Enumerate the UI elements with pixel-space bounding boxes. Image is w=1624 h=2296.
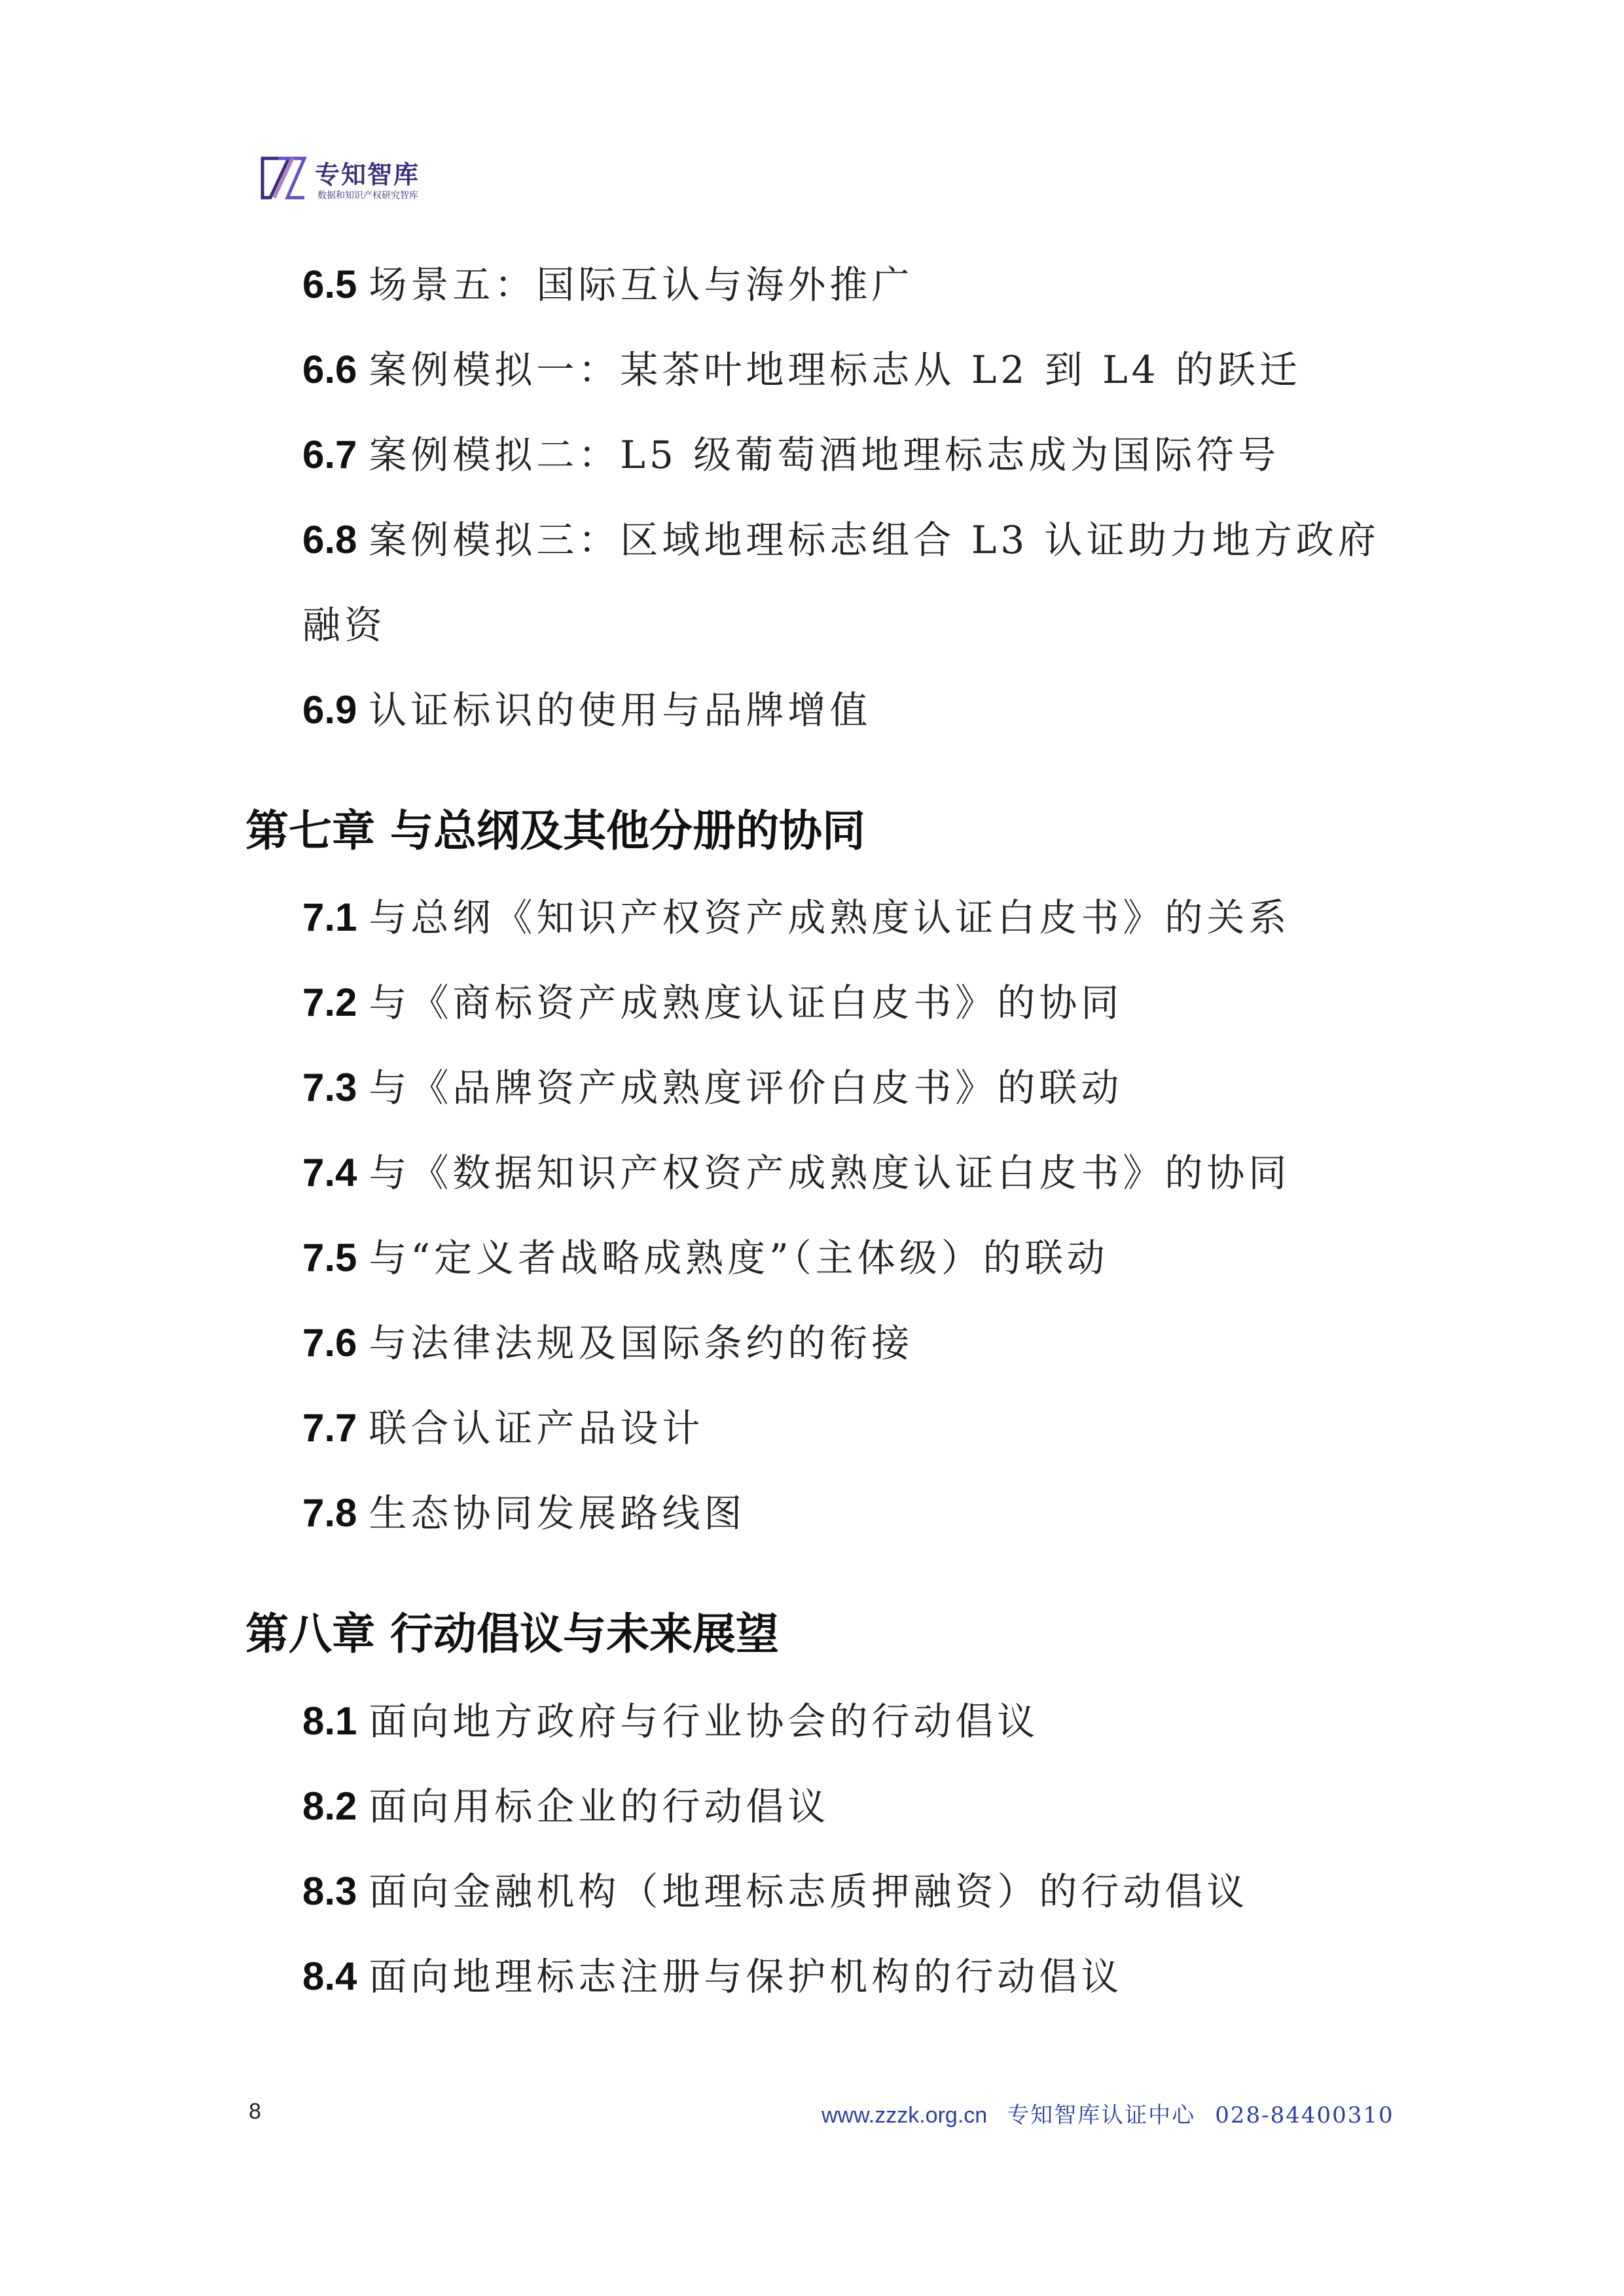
toc-title: 生态协同发展路线图 (369, 1491, 746, 1535)
toc-entry-8-2[interactable] (302, 1780, 829, 1833)
toc-number: 8.4 (302, 1954, 357, 1998)
toc-number: 8.1 (302, 1699, 357, 1743)
toc-number: 7.4 (302, 1151, 357, 1194)
toc-number: 6.8 (302, 518, 357, 562)
toc-entry-6-8[interactable] (302, 514, 1380, 566)
toc-entry-7-1[interactable] (302, 891, 1290, 944)
toc-title: 案例模拟一：某茶叶地理标志从 L2 到 L4 的跃迁 (369, 348, 1302, 392)
toc-title: 与《商标资产成熟度认证白皮书》的协同 (369, 980, 1123, 1025)
toc-entry-8-4[interactable] (302, 1950, 1123, 2003)
logo-subtitle: 数据和知识产权研究智库 (317, 190, 418, 201)
footer-url-link[interactable]: www.zzzk.org.cn (821, 2103, 988, 2128)
toc-entry-6-9[interactable] (302, 684, 871, 736)
toc-title: 联合认证产品设计 (369, 1406, 704, 1450)
toc-number: 7.2 (302, 980, 357, 1024)
toc-title: 场景五：国际互认与海外推广 (369, 262, 914, 307)
toc-title: 面向地理标志注册与保护机构的行动倡议 (369, 1954, 1123, 1999)
toc-title: 案例模拟二：L5 级葡萄酒地理标志成为国际符号 (369, 433, 1280, 477)
toc-number: 7.5 (302, 1236, 357, 1280)
toc-number: 8.3 (302, 1869, 357, 1913)
toc-number: 7.1 (302, 895, 357, 939)
toc-entry-7-4[interactable] (302, 1147, 1290, 1199)
toc-title: 与《品牌资产成熟度评价白皮书》的联动 (369, 1066, 1123, 1110)
toc-entry-7-5[interactable] (302, 1232, 1109, 1284)
footer-phone: 028-84400310 (1215, 2102, 1394, 2128)
toc-entry-6-5[interactable] (302, 259, 913, 311)
toc-number: 6.5 (302, 262, 357, 306)
toc-number: 6.9 (302, 688, 357, 732)
page-number: 8 (249, 2099, 261, 2124)
toc-entry-8-1[interactable] (302, 1695, 1039, 1748)
toc-title: 与“定义者战略成熟度”（主体级）的联动 (369, 1236, 1109, 1280)
toc-title: 认证标识的使用与品牌增值 (369, 688, 872, 732)
logo-name: 专知智库 (315, 160, 420, 189)
toc-title: 与《数据知识产权资产成熟度认证白皮书》的协同 (369, 1151, 1291, 1195)
toc-title: 与总纲《知识产权资产成熟度认证白皮书》的关系 (369, 895, 1291, 940)
toc-chapter-8[interactable]: 第八章 行动倡议与未来展望 (245, 1609, 779, 1659)
logo-mark-icon (259, 152, 311, 204)
toc-entry-7-2[interactable] (302, 977, 1123, 1029)
toc-entry-6-7[interactable] (302, 429, 1280, 481)
toc-entry-6-8-continued: 融资 (302, 603, 387, 647)
toc-number: 7.6 (302, 1321, 357, 1365)
toc-title: 面向用标企业的行动倡议 (369, 1784, 830, 1829)
toc-number: 7.8 (302, 1491, 357, 1535)
footer-organization: 专知智库认证中心 (1007, 2102, 1196, 2128)
toc-number: 8.2 (302, 1784, 357, 1828)
toc-number: 7.7 (302, 1406, 357, 1450)
toc-entry-6-6[interactable] (302, 344, 1301, 396)
toc-number: 6.6 (302, 348, 357, 391)
toc-number: 7.3 (302, 1066, 357, 1109)
toc-title: 面向地方政府与行业协会的行动倡议 (369, 1699, 1039, 1744)
toc-entry-7-6[interactable] (302, 1317, 913, 1369)
toc-title: 面向金融机构（地理标志质押融资）的行动倡议 (369, 1869, 1249, 1914)
toc-entry-7-3[interactable] (302, 1062, 1123, 1114)
toc-chapter-7[interactable]: 第七章 与总纲及其他分册的协同 (245, 806, 865, 856)
toc-entry-7-8[interactable] (302, 1487, 746, 1539)
toc-entry-8-3[interactable] (302, 1865, 1248, 1918)
toc-number: 6.7 (302, 433, 357, 476)
toc-title: 与法律法规及国际条约的衔接 (369, 1321, 914, 1365)
toc-title: 案例模拟三：区域地理标志组合 L3 认证助力地方政府 (369, 518, 1380, 562)
footer-contact (821, 2097, 1394, 2129)
toc-entry-7-7[interactable] (302, 1402, 704, 1454)
